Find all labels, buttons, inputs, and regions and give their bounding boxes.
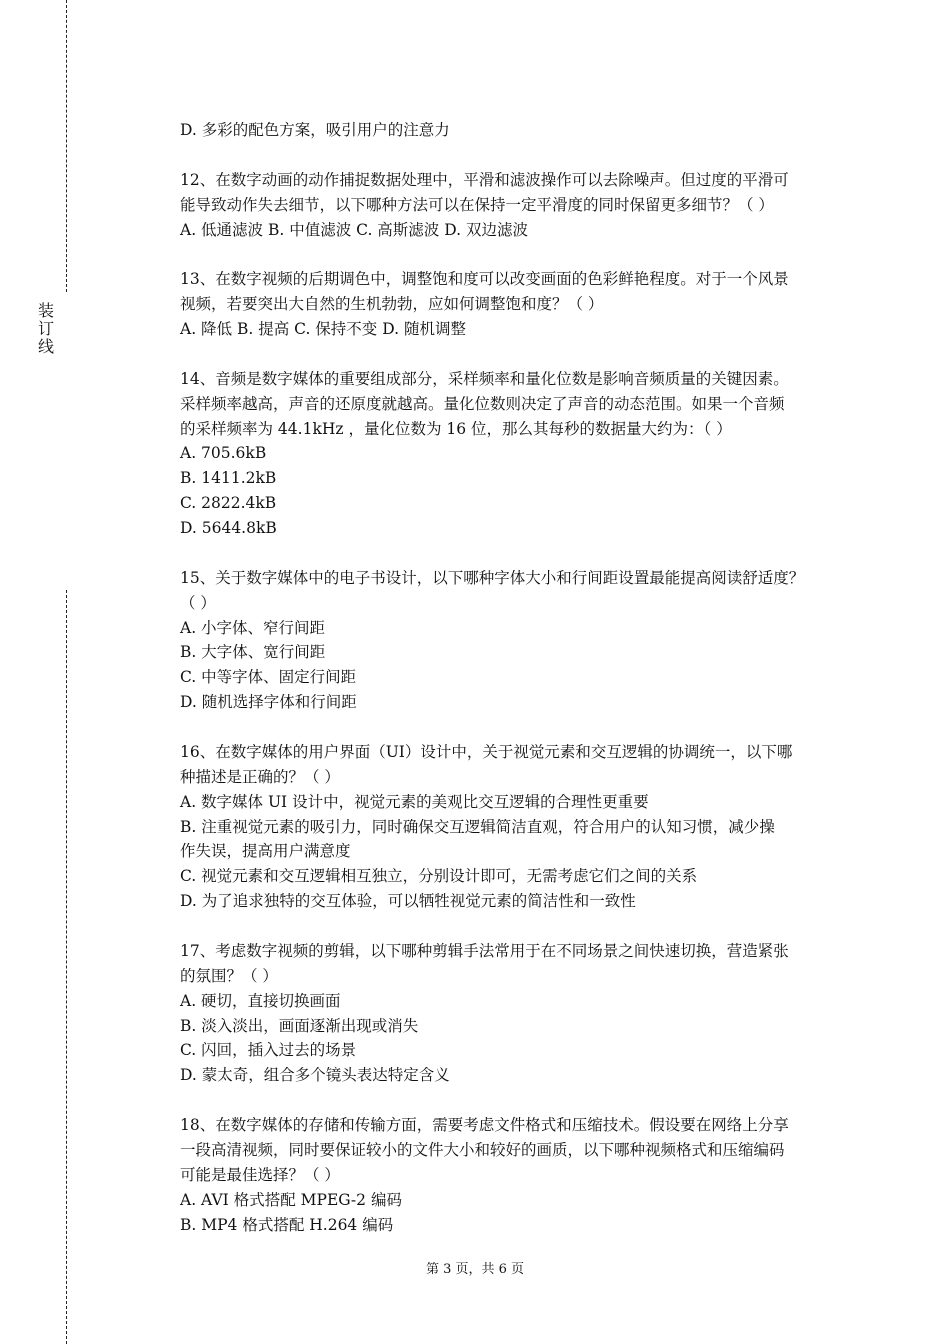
question-line: 18、在数字媒体的存储和传输方面，需要考虑文件格式和压缩技术。假设要在网络上分享 [180, 1116, 789, 1134]
question-line: 15、关于数字媒体中的电子书设计，以下哪种字体大小和行间距设置最能提高阅读舒适度？ [180, 568, 805, 587]
question-line: A. 低通滤波 B. 中值滤波 C. 高斯滤波 D. 双边滤波 [180, 220, 528, 239]
question-line: D. 5644.8kB [180, 519, 277, 537]
question-line: D. 随机选择字体和行间距 [180, 693, 357, 712]
question-line: 种描述是正确的？（ ） [180, 767, 340, 786]
question-line: 可能是最佳选择？（ ） [180, 1165, 340, 1184]
question-line: B. 1411.2kB [180, 469, 277, 488]
question-block [180, 566, 860, 715]
question-line: B. 注重视觉元素的吸引力，同时确保交互逻辑简洁直观，符合用户的认知习惯，减少操 [180, 817, 775, 836]
question-line: 的采样频率为 44.1kHz ，量化位数为 16 位，那么其每秒的数据量大约为：（ ） [180, 419, 732, 438]
question-line: A. 705.6kB [180, 444, 267, 463]
question-block [180, 1113, 860, 1237]
question-line: A. AVI 格式搭配 MPEG-2 编码 [180, 1190, 402, 1209]
question-block [180, 367, 860, 541]
question-line: A. 降低 B. 提高 C. 保持不变 D. 随机调整 [180, 320, 466, 338]
question-line: 13、在数字视频的后期调色中，调整饱和度可以改变画面的色彩鲜艳程度。对于一个风景 [180, 270, 789, 289]
question-line: 16、在数字媒体的用户界面（UI）设计中，关于视觉元素和交互逻辑的协调统一，以下哪 [180, 742, 793, 761]
question-line: B. 淡入淡出，画面逐渐出现或消失 [180, 1016, 419, 1035]
question-line: C. 闪回，插入过去的场景 [180, 1041, 357, 1060]
question-line: D. 蒙太奇，组合多个镜头表达特定含义 [180, 1066, 450, 1085]
binding-dashed-line-top [66, 0, 67, 292]
question-line: C. 视觉元素和交互逻辑相互独立，分别设计即可，无需考虑它们之间的关系 [180, 867, 698, 886]
question-line: 一段高清视频，同时要保证较小的文件大小和较好的画质，以下哪种视频格式和压缩编码 [180, 1140, 785, 1159]
binding-dashed-line-bottom [66, 590, 67, 1344]
question-block [180, 267, 860, 342]
question-block [180, 740, 860, 914]
question-line: B. 大字体、宽行间距 [180, 643, 326, 662]
question-line: D. 为了追求独特的交互体验，可以牺牲视觉元素的简洁性和一致性 [180, 892, 636, 911]
question-line: 能导致动作失去细节，以下哪种方法可以在保持一定平滑度的同时保留更多细节？（ ） [180, 195, 774, 214]
question-line: 的氛围？（ ） [180, 966, 278, 985]
question-line: 采样频率越高，声音的还原度就越高。量化位数则决定了声音的动态范围。如果一个音频 [180, 394, 785, 413]
question-line: D. 多彩的配色方案，吸引用户的注意力 [180, 121, 450, 139]
question-block [180, 939, 860, 1088]
question-line: 14、音频是数字媒体的重要组成部分，采样频率和量化位数是影响音频质量的关键因素。 [180, 369, 789, 388]
question-line: A. 数字媒体 UI 设计中，视觉元素的美观比交互逻辑的合理性更重要 [180, 792, 649, 811]
question-block [180, 118, 860, 143]
question-content [180, 118, 860, 1262]
question-line: A. 硬切，直接切换画面 [180, 991, 341, 1010]
question-line: 作失误，提高用户满意度 [180, 842, 351, 861]
question-line: A. 小字体、窄行间距 [180, 618, 326, 637]
question-line: B. MP4 格式搭配 H.264 编码 [180, 1215, 394, 1234]
question-line: C. 中等字体、固定行间距 [180, 668, 357, 687]
question-line: （ ） [180, 593, 216, 612]
question-line: 17、考虑数字视频的剪辑，以下哪种剪辑手法常用于在不同场景之间快速切换，营造紧张 [180, 941, 789, 960]
question-line: 12、在数字动画的动作捕捉数据处理中，平滑和滤波操作可以去除噪声。但过度的平滑可 [180, 170, 789, 189]
question-line: C. 2822.4kB [180, 494, 277, 513]
page-footer: 第 3 页，共 6 页 [425, 1262, 525, 1277]
binding-label: 装订线 [38, 301, 55, 356]
question-block [180, 168, 860, 243]
question-line: 视频，若要突出大自然的生机勃勃，应如何调整饱和度？（ ） [180, 295, 604, 314]
